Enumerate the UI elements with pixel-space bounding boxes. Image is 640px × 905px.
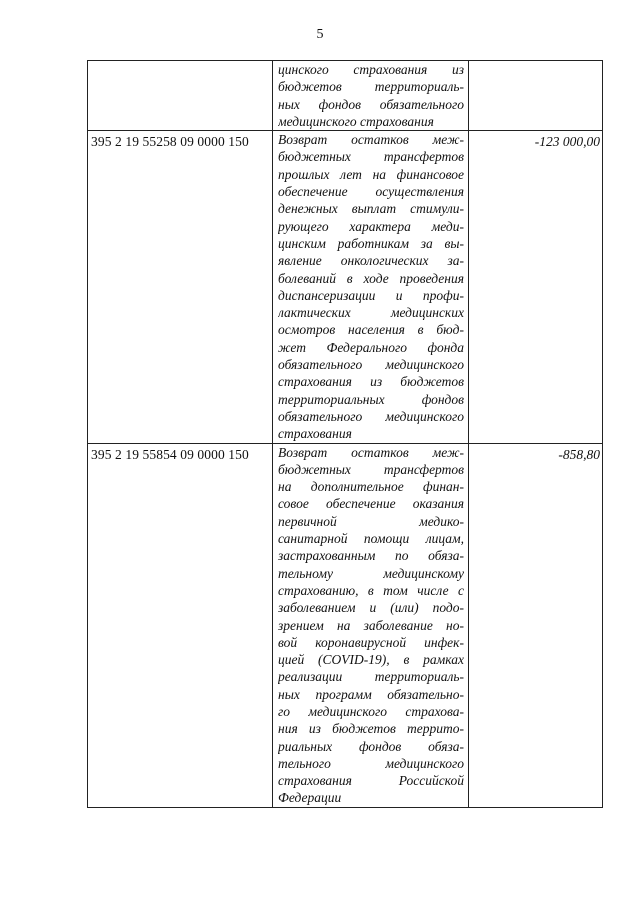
description-line: болеваний в ходе проведения bbox=[278, 270, 464, 286]
description-line: явление онкологических за- bbox=[278, 253, 464, 269]
description-line: Федерации bbox=[278, 790, 342, 806]
budget-table-body bbox=[88, 61, 603, 808]
description-line: цинского страхования из bbox=[278, 62, 464, 77]
description-line: жет Федерального фонда bbox=[278, 339, 464, 355]
description-line: диспансеризации и профи- bbox=[278, 287, 464, 303]
description-line: страхованию, в том числе с bbox=[278, 582, 464, 598]
description-line: тельного медицинского bbox=[278, 755, 464, 771]
description-line: страхования Российской bbox=[278, 773, 464, 789]
table-row bbox=[88, 61, 603, 131]
budget-table bbox=[87, 60, 603, 808]
description-line: денежных выплат стимули- bbox=[278, 201, 464, 217]
description-line: медицинского страхования bbox=[278, 113, 434, 129]
description-line: бюджетных трансфертов bbox=[278, 149, 464, 165]
description-line: цией (COVID-19), в рамках bbox=[278, 652, 464, 668]
description-line: обязательного медицинского bbox=[278, 357, 464, 373]
description-line: ных фондов обязательного bbox=[278, 96, 464, 112]
description-cell bbox=[273, 61, 469, 131]
description-line: Возврат остатков меж- bbox=[278, 444, 464, 460]
table-row bbox=[88, 131, 603, 443]
description-line: зрением на заболевание но- bbox=[278, 617, 464, 633]
description-line: осмотров населения в бюд- bbox=[278, 322, 464, 338]
description-cell bbox=[273, 131, 469, 443]
description-line: на дополнительное финан- bbox=[278, 479, 464, 495]
description-line: первичной медико- bbox=[278, 513, 464, 529]
description-line: обязательного медицинского bbox=[278, 408, 464, 424]
description-line: заболеванием и (или) подо- bbox=[278, 600, 464, 616]
amount-cell: -858,80 bbox=[469, 443, 603, 807]
description-line: ния из бюджетов террито- bbox=[278, 721, 464, 737]
amount-cell bbox=[469, 61, 603, 131]
budget-code-cell: 395 2 19 55854 09 0000 150 bbox=[88, 443, 273, 807]
description-line: реализации территориаль- bbox=[278, 669, 464, 685]
description-line: вой коронавирусной инфек- bbox=[278, 634, 464, 650]
description-line: цинским работникам за вы- bbox=[278, 235, 464, 251]
description-line: прошлых лет на финансовое bbox=[278, 166, 464, 182]
description-line: бюджетных трансфертов bbox=[278, 461, 464, 477]
description-line: обеспечение осуществления bbox=[278, 184, 464, 200]
description-line: риальных фондов обяза- bbox=[278, 738, 464, 754]
description-line: страхования bbox=[278, 426, 352, 442]
description-line: страхования из бюджетов bbox=[278, 374, 464, 390]
description-line: го медицинского страхова- bbox=[278, 703, 464, 719]
description-line: рующего характера меди- bbox=[278, 218, 464, 234]
description-line: ных программ обязательно- bbox=[278, 686, 464, 702]
description-line: санитарной помощи лицам, bbox=[278, 531, 464, 547]
budget-code-cell bbox=[88, 61, 273, 131]
description-line: Возврат остатков меж- bbox=[278, 132, 464, 148]
description-line: территориальных фондов bbox=[278, 391, 464, 407]
amount-cell: -123 000,00 bbox=[469, 131, 603, 443]
description-line: бюджетов территориаль- bbox=[278, 79, 464, 95]
description-line: совое обеспечение оказания bbox=[278, 496, 464, 512]
budget-code-cell: 395 2 19 55258 09 0000 150 bbox=[88, 131, 273, 443]
description-line: застрахованным по обяза- bbox=[278, 548, 464, 564]
description-line: тельному медицинскому bbox=[278, 565, 464, 581]
description-cell bbox=[273, 443, 469, 807]
table-row bbox=[88, 443, 603, 807]
page-number: 5 bbox=[316, 27, 324, 42]
description-line: лактических медицинских bbox=[278, 305, 464, 321]
